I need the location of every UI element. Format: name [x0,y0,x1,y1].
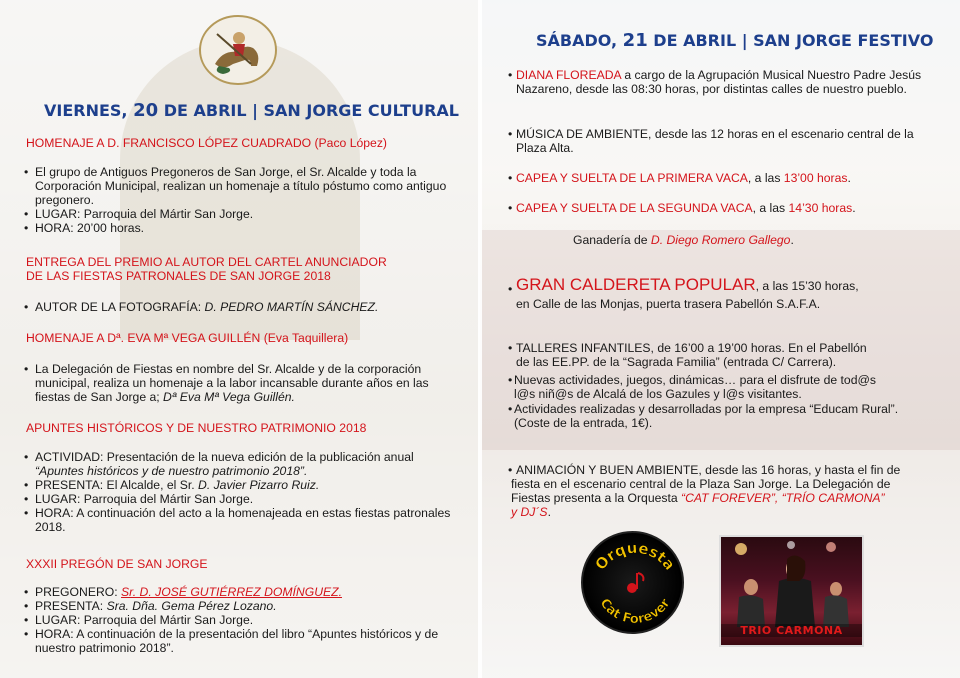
segunda-vaca-end: . [852,201,856,215]
list-item [24,585,444,599]
animacion-end: . [547,505,551,519]
ganaderia-label: Ganadería de [573,233,651,247]
cat-forever-logo-art [583,533,684,634]
animacion-djs: y DJ´S [511,505,548,519]
talleres-line-3: Nuevas actividades, juegos, dinámicas… para el disfrute de tod@s [514,373,876,387]
autor-label: AUTOR DE LA FOTOGRAFÍA: [35,300,205,314]
list-item [24,362,460,404]
bullet-icon: • [508,127,513,141]
left-title-post: DE ABRIL | SAN JORGE CULTURAL [158,101,459,120]
bullet-icon: • [508,201,513,215]
apuntes-presenta-name: D. Javier Pizarro Ruiz. [198,478,320,492]
trio-carmona-label: TRIO CARMONA [721,624,862,637]
san-jorge-emblem-icon [193,14,283,86]
list-item [24,450,454,478]
ganaderia-name: D. Diego Romero Gallego [650,233,791,247]
homenaje-eva-name: Dª Eva Mª Vega Guillén. [163,390,295,404]
talleres-line-6: (Coste de la entrada, 1€). [514,416,653,430]
apuntes-presenta: PRESENTA: El Alcalde, el Sr. [35,478,199,492]
homenaje-eva-list [24,362,460,404]
talleres-actividades-item [508,373,944,401]
left-title-number: 20 [133,100,159,121]
homenaje-lopez-list [24,165,464,235]
pregonero-label: PREGONERO: [35,585,122,599]
musica-text: MÚSICA DE AMBIENTE, desde las 12 horas en el escenario central de la Plaza Alta. [516,127,914,155]
premio-cartel-heading-line2: DE LAS FIESTAS PATRONALES DE SAN JORGE 2018 [26,269,331,283]
bullet-icon: • [508,282,513,296]
ganaderia-line [573,233,794,247]
animacion-line-3 [511,491,885,505]
caldereta-time: , a las 15’30 horas, [755,279,859,293]
list-item: • LUGAR: Parroquia del Mártir San Jorge. [24,207,464,221]
pregonero-name: Sr. D. JOSÉ GUTIÉRREZ DOMÍNGUEZ. [121,585,342,599]
talleres-empresa-item [508,402,954,430]
caldereta-location: en Calle de las Monjas, puerta trasera Pabellón S.A.F.A. [516,297,821,311]
segunda-vaca-title: CAPEA Y SUELTA DE LA SEGUNDA VACA [516,201,753,215]
list-item: • HORA: 20’00 horas. [24,221,464,235]
talleres-line-4: l@s niñ@s de Alcalá de los Gazules y l@s visitantes. [514,387,802,401]
pregon-presenta-label: PRESENTA: [35,599,107,613]
apuntes-heading: APUNTES HISTÓRICOS Y DE NUESTRO PATRIMONIO 2018 [26,421,367,435]
pregon-presenta-name: Sra. Dña. Gema Pérez Lozano. [106,599,277,613]
right-title-pre: SÁBADO, [536,31,623,50]
list-item [24,478,454,492]
talleres-line-1: TALLERES INFANTILES, de 16’00 a 19’00 horas. En el Pabellón [516,341,867,355]
ganaderia-end: . [790,233,794,247]
music-note-icon [627,573,643,593]
apuntes-actividad: ACTIVIDAD: Presentación de la nueva edición de la publicación anual [35,450,414,464]
musica-ambiente-item [508,127,936,155]
segunda-vaca-mid: , a las [752,201,789,215]
logo-top-text: Orquesta [591,538,679,574]
talleres-line-5: Actividades realizadas y desarrolladas por la empresa “Educam Rural”. [514,402,899,416]
premio-cartel-heading-line1: ENTREGA DEL PREMIO AL AUTOR DEL CARTEL ANUNCIADOR [26,255,387,269]
bullet-icon: • [508,463,513,477]
primera-vaca-item [508,171,936,185]
list-item: • LUGAR: Parroquia del Mártir San Jorge. [24,492,454,506]
bullet-icon: • [508,68,513,82]
right-title-post: DE ABRIL | SAN JORGE FESTIVO [647,31,934,50]
bullet-icon: • [508,373,513,387]
segunda-vaca-time: 14’30 horas [788,201,853,215]
animacion-presenta: Fiestas presenta a la Orquesta [511,491,682,505]
primera-vaca-title: CAPEA Y SUELTA DE LA PRIMERA VACA [516,171,748,185]
animacion-item [508,463,946,477]
premio-cartel-heading [26,255,387,283]
list-item: • HORA: A continuación de la presentación del libro “Apuntes históricos y de nuestro patrimonio 2018”. [24,627,444,655]
logo-bottom-text: Cat Forever [596,596,674,628]
homenaje-eva-text: La Delegación de Fiestas en nombre del Sr. Alcalde y de la corporación municipal, realiza un homenaje a la labor incansable durante años en las fiestas de San Jorge a; [35,362,429,404]
diana-title: DIANA FLOREADA [516,68,621,82]
cat-forever-logo [581,531,684,634]
pregon-list [24,585,444,655]
talleres-item [508,341,946,369]
bullet-icon: • [508,171,513,185]
primera-vaca-end: . [847,171,851,185]
apuntes-title: “Apuntes históricos y de nuestro patrimonio 2018”. [35,464,308,478]
list-item [24,599,444,613]
list-item: • HORA: A continuación del acto a la homenajeada en estas fiestas patronales 2018. [24,506,454,534]
right-title-number: 21 [622,30,648,51]
premio-cartel-list [24,300,464,314]
animacion-line-4 [511,505,551,519]
panel-divider [478,0,482,678]
list-item: • El grupo de Antiguos Pregoneros de San Jorge, el Sr. Alcalde y toda la Corporación Municipal, realizan un homenaje a título póstumo como antiguo pregonero. [24,165,464,207]
list-item [24,300,464,314]
bullet-icon: • [508,341,513,355]
svg-text:Cat Forever [596,596,673,627]
caldereta-item [508,275,936,296]
homenaje-eva-heading: HOMENAJE A Dª. EVA Mª VEGA GUILLÉN (Eva Taquillera) [26,331,349,345]
left-day-title [44,100,459,121]
animacion-line-1: ANIMACIÓN Y BUEN AMBIENTE, desde las 16 horas, y hasta el fin de [516,463,901,477]
primera-vaca-mid: , a las [747,171,784,185]
animacion-orquestas: “CAT FOREVER”, “TRÍO CARMONA” [681,491,885,505]
talleres-line-2: de las EE.PP. de la “Sagrada Familia” (entrada C/ Carrera). [516,355,837,369]
homenaje-lopez-heading: HOMENAJE A D. FRANCISCO LÓPEZ CUADRADO (Paco López) [26,136,387,150]
segunda-vaca-item [508,201,936,215]
diana-floreada-item [508,68,936,96]
list-item: • LUGAR: Parroquia del Mártir San Jorge. [24,613,444,627]
bullet-icon: • [508,402,513,416]
pregon-heading: XXXII PREGÓN DE SAN JORGE [26,557,208,571]
right-day-title [536,30,933,51]
autor-name: D. PEDRO MARTÍN SÁNCHEZ. [204,300,379,314]
trio-carmona-photo [719,535,864,647]
animacion-line-2: fiesta en el escenario central de la Plaza San Jorge. La Delegación de [511,477,891,491]
caldereta-title: GRAN CALDERETA POPULAR [516,275,756,294]
primera-vaca-time: 13’00 horas [783,171,848,185]
diana-text: a cargo de la Agrupación Musical Nuestro Padre Jesús Nazareno, desde las 08:30 horas, por distintas calles de nuestro pueblo. [516,68,922,96]
apuntes-list [24,450,454,534]
svg-text:Orquesta [591,539,678,574]
left-title-pre: VIERNES, [44,101,134,120]
